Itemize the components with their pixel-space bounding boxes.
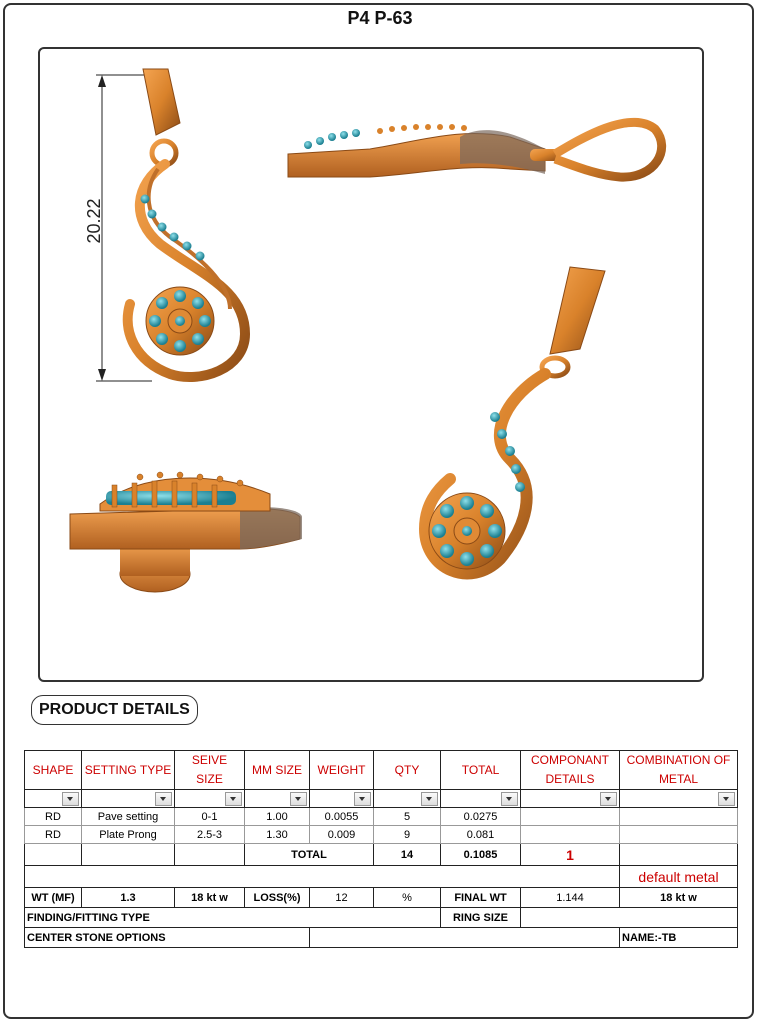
total-label: TOTAL <box>245 844 374 866</box>
cell-setting: Plate Prong <box>82 826 175 844</box>
header-total: TOTAL <box>441 751 521 790</box>
finding-row <box>25 908 738 928</box>
table-row <box>25 826 738 844</box>
summary-row <box>25 888 738 908</box>
header-weight: WEIGHT <box>310 751 374 790</box>
final-wt-value: 1.144 <box>521 888 620 908</box>
ring-size-label: RING SIZE <box>441 908 521 928</box>
render-frame <box>38 47 704 682</box>
loss-value: 12 <box>310 888 374 908</box>
dimension-label: 20.22 <box>84 198 104 244</box>
default-metal-row <box>25 866 738 888</box>
center-stone-label: CENTER STONE OPTIONS <box>25 928 310 948</box>
filter-dropdown-icon[interactable] <box>718 792 735 806</box>
header-qty: QTY <box>374 751 441 790</box>
cell-total: 0.081 <box>441 826 521 844</box>
total-qty: 14 <box>374 844 441 866</box>
filter-dropdown-icon[interactable] <box>290 792 307 806</box>
filter-dropdown-icon[interactable] <box>155 792 172 806</box>
header-combination-of-metal: COMBINATION OF METAL <box>620 751 738 790</box>
cell-weight: 0.009 <box>310 826 374 844</box>
page-title: P4 P-63 <box>347 8 413 28</box>
final-wt-label: FINAL WT <box>441 888 521 908</box>
total-weight: 0.1085 <box>441 844 521 866</box>
wt-label: WT (MF) <box>25 888 82 908</box>
side-view-top <box>288 122 662 177</box>
header-seive-size: SEIVE SIZE <box>175 751 245 790</box>
table-row <box>25 808 738 826</box>
loss-label: LOSS(%) <box>245 888 310 908</box>
karat: 18 kt w <box>175 888 245 908</box>
percent-sign: % <box>374 888 441 908</box>
product-details-table <box>24 750 738 948</box>
cell-total: 0.0275 <box>441 808 521 826</box>
cell-mm: 1.00 <box>245 808 310 826</box>
cell-mm: 1.30 <box>245 826 310 844</box>
final-karat: 18 kt w <box>620 888 738 908</box>
component-count: 1 <box>521 844 620 866</box>
cell-seive: 2.5-3 <box>175 826 245 844</box>
header-shape: SHAPE <box>25 751 82 790</box>
table-header-row <box>25 751 738 790</box>
cell-weight: 0.0055 <box>310 808 374 826</box>
filter-dropdown-icon[interactable] <box>354 792 371 806</box>
cell-qty: 5 <box>374 808 441 826</box>
total-row <box>25 844 738 866</box>
header-componant-details: COMPONANT DETAILS <box>521 751 620 790</box>
filter-row <box>25 790 738 808</box>
filter-dropdown-icon[interactable] <box>600 792 617 806</box>
cell-seive: 0-1 <box>175 808 245 826</box>
perspective-view <box>425 267 605 573</box>
header-mm-size: MM SIZE <box>245 751 310 790</box>
filter-dropdown-icon[interactable] <box>225 792 242 806</box>
cell-shape: RD <box>25 808 82 826</box>
cell-qty: 9 <box>374 826 441 844</box>
center-stone-row <box>25 928 738 948</box>
front-view <box>128 69 245 377</box>
header-setting-type: SETTING TYPE <box>82 751 175 790</box>
finding-label: FINDING/FITTING TYPE <box>25 908 441 928</box>
filter-dropdown-icon[interactable] <box>62 792 79 806</box>
default-metal: default metal <box>620 866 738 888</box>
name-label: NAME:-TB <box>620 928 738 948</box>
filter-active-icon[interactable] <box>421 792 438 806</box>
product-details-heading: PRODUCT DETAILS <box>31 695 198 725</box>
cell-shape: RD <box>25 826 82 844</box>
wt-value: 1.3 <box>82 888 175 908</box>
cell-setting: Pave setting <box>82 808 175 826</box>
filter-active-icon[interactable] <box>501 792 518 806</box>
side-view-bottom <box>70 472 302 592</box>
pendant-renders <box>40 49 702 680</box>
